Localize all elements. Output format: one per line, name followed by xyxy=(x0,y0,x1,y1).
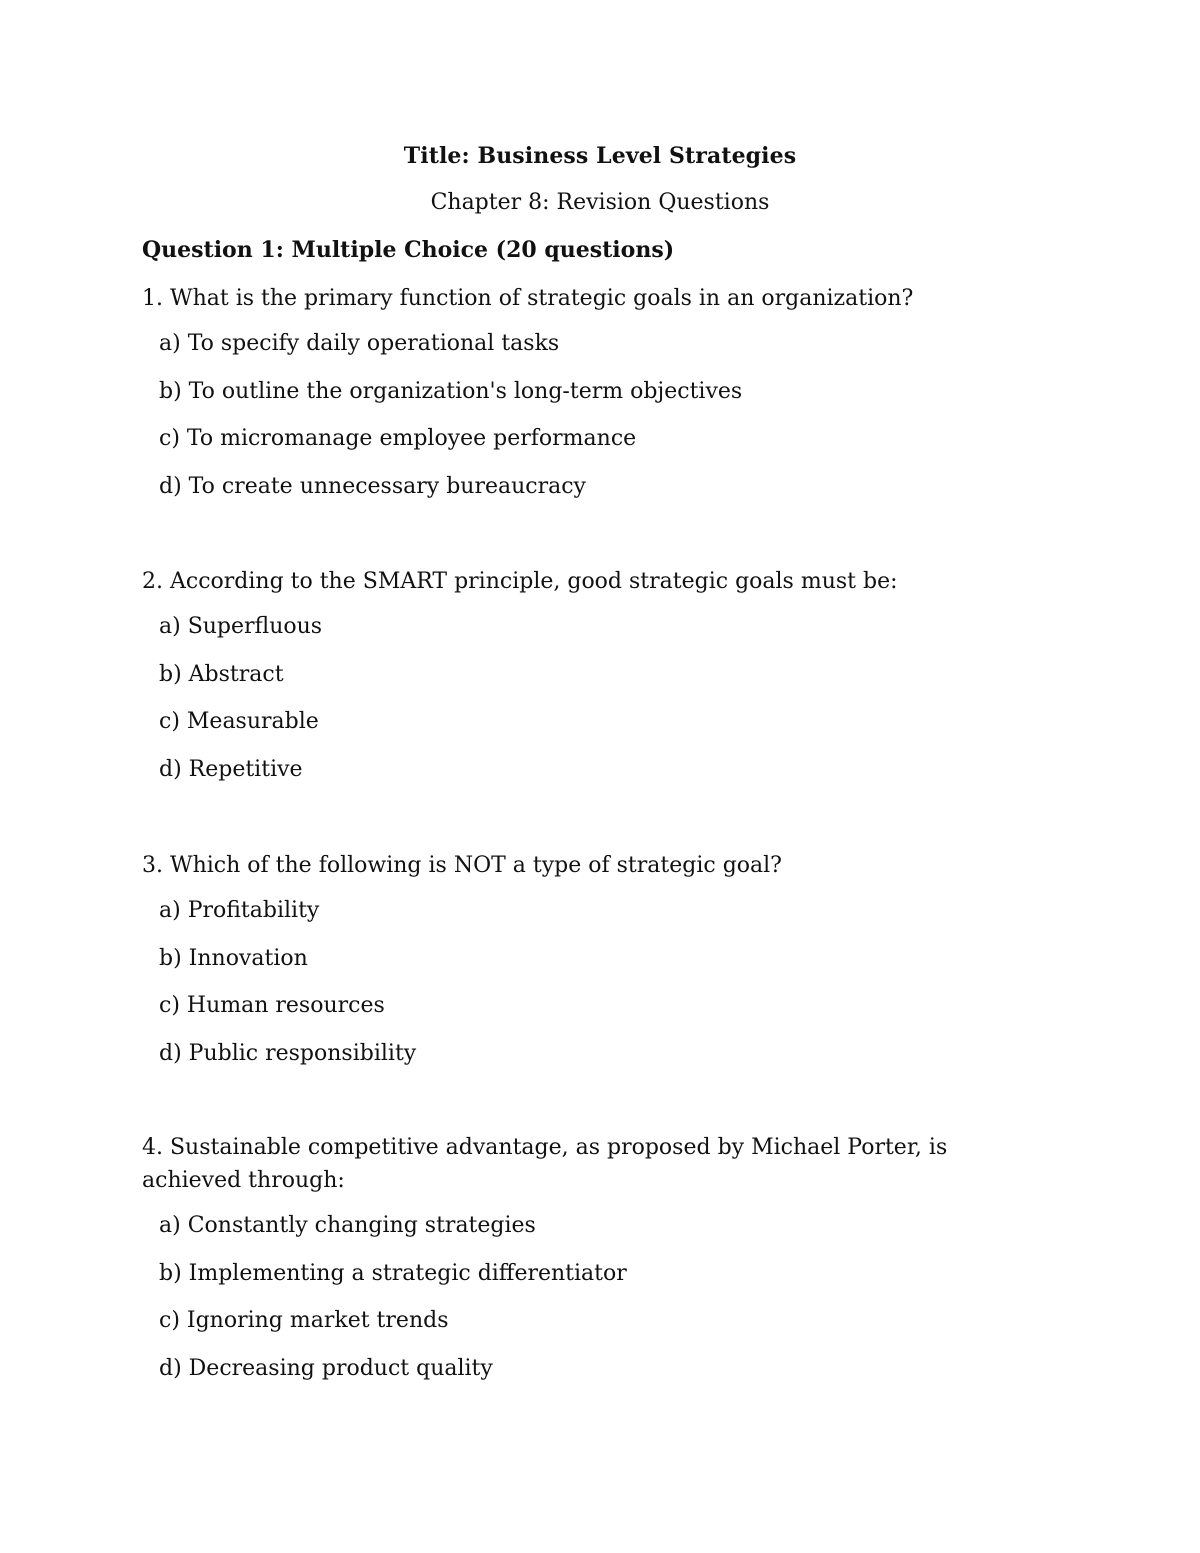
option-b: b) Innovation xyxy=(159,945,308,971)
option-list xyxy=(142,1211,1022,1384)
option-b: b) Abstract xyxy=(159,661,284,687)
option-b: b) To outline the organization's long-term objectives xyxy=(159,378,743,404)
option-d: d) Public responsibility xyxy=(159,1040,417,1066)
option-a: a) Constantly changing strategies xyxy=(159,1213,536,1238)
option-list xyxy=(142,612,1022,785)
section-heading: Question 1: Multiple Choice (20 questions) xyxy=(142,237,675,263)
question-text: 2. According to the SMART principle, good strategic goals must be: xyxy=(142,569,898,594)
option-a: a) Superfluous xyxy=(159,614,323,639)
option-list xyxy=(142,329,1022,502)
option-b: b) Implementing a strategic differentiator xyxy=(159,1260,627,1286)
question-text: 1. What is the primary function of strategic goals in an organization? xyxy=(142,286,914,311)
question-text: 3. Which of the following is NOT a type of strategic goal? xyxy=(142,853,782,878)
option-c: c) Measurable xyxy=(159,709,319,734)
option-c: c) Human resources xyxy=(159,993,385,1018)
question-4 xyxy=(142,1131,1022,1401)
option-a: a) To specify daily operational tasks xyxy=(159,331,560,356)
option-c: c) To micromanage employee performance xyxy=(159,426,637,451)
option-d: d) Decreasing product quality xyxy=(159,1355,493,1381)
question-text: 4. Sustainable competitive advantage, as proposed by Michael Porter, is achieved through: xyxy=(142,1135,948,1193)
question-3 xyxy=(142,849,1022,1086)
document-subtitle: Chapter 8: Revision Questions xyxy=(430,190,770,215)
document-title: Title: Business Level Strategies xyxy=(403,143,797,169)
option-d: d) To create unnecessary bureaucracy xyxy=(159,473,586,499)
option-a: a) Profitability xyxy=(159,898,320,923)
question-1 xyxy=(142,282,1022,519)
option-d: d) Repetitive xyxy=(159,756,303,782)
question-2 xyxy=(142,565,1022,802)
option-c: c) Ignoring market trends xyxy=(159,1308,449,1333)
option-list xyxy=(142,896,1022,1069)
